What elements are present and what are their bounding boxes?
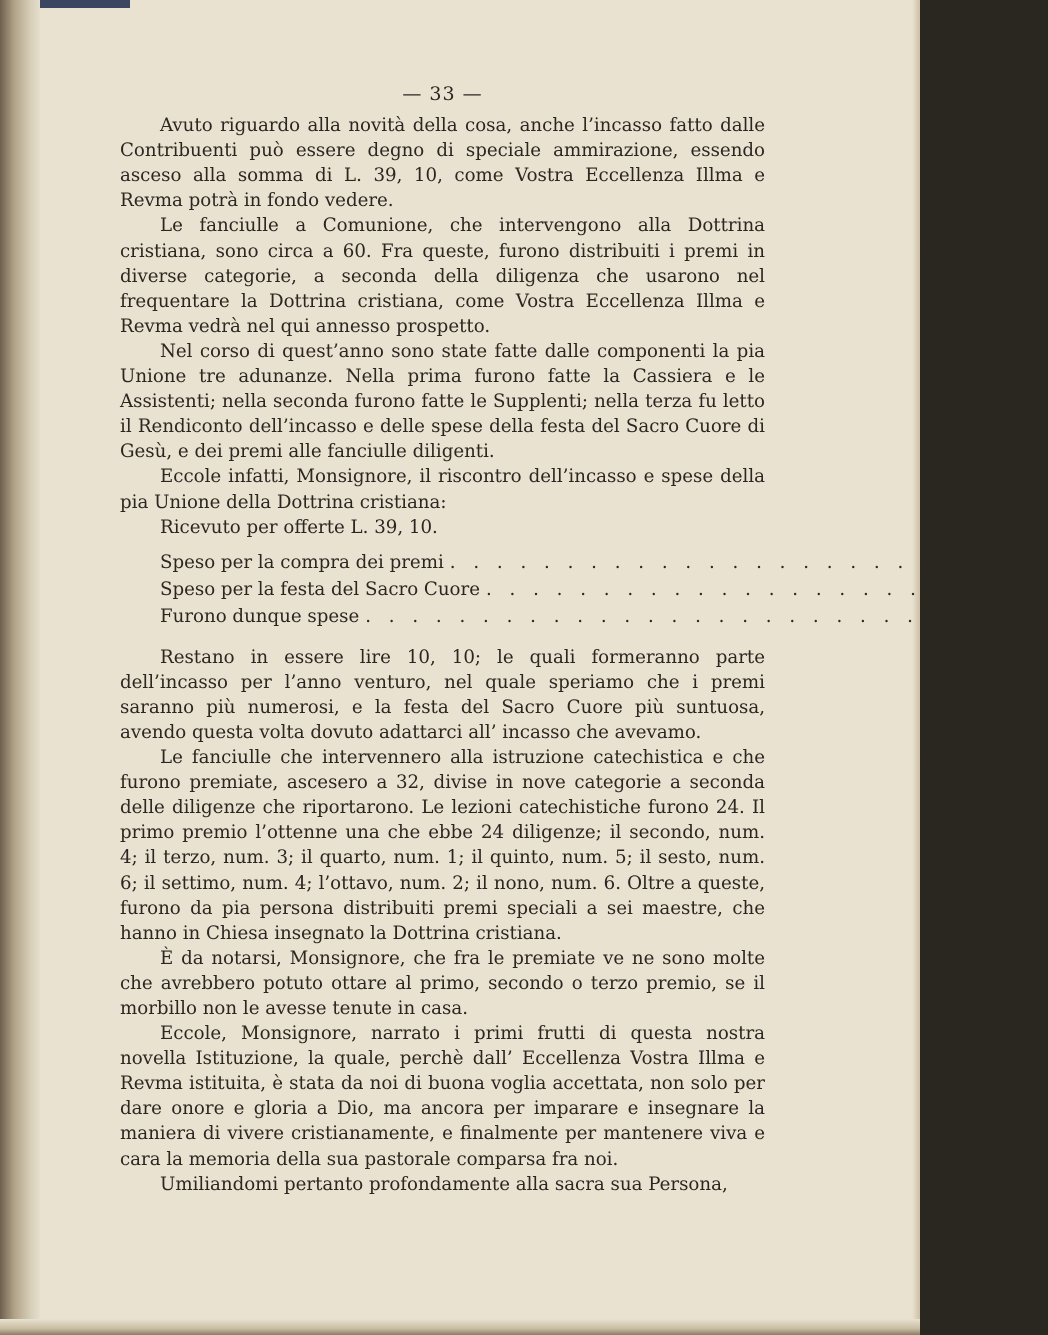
paragraph: Ricevuto per offerte L. 39, 10. xyxy=(160,516,438,538)
dot-leader: . . . . . . . . . . . . . . . . . . . . . xyxy=(485,578,970,600)
ledger-row xyxy=(160,577,1033,604)
page-number: — 33 — xyxy=(402,83,483,105)
expense-ledger xyxy=(120,550,1048,631)
dot-leader: . . . . . . . . . . . . . . . . . . . . . xyxy=(449,551,933,573)
ledger-label: Speso per la compra dei premi xyxy=(160,551,444,573)
paragraph: È da notarsi, Monsignore, che fra le premiate ve ne sono molte che avrebbero potuto ottare al primo, secondo o terzo premio, se il morbillo non le avesse tenute in casa. xyxy=(120,947,765,1019)
paragraph: Nel corso di quest’anno sono state fatte dalle componenti la pia Unione tre adunanze. Nella prima furono fatte la Cassiera e le Assistenti; nella seconda furono fatte le Supplenti; nella terza fu letto il Rendiconto dell’incasso e delle spese della festa del Sacro Cuore di Gesù, e dei premi alle fanciulle diligenti. xyxy=(120,340,765,463)
dot-leader: . . . . . . . . . . . . . . . . . . . . . . . . . . xyxy=(365,605,967,627)
paragraph: Umiliandomi pertanto profondamente alla sacra sua Persona, xyxy=(160,1173,728,1195)
ledger-amount: » 5, 00 xyxy=(969,577,1032,603)
ledger-label: Furono dunque spese xyxy=(160,605,360,627)
paragraph: Le fanciulle che intervennero alla istruzione catechistica e che furono premiate, ascesero a 32, divise in nove categorie a seconda delle diligenze che riportarono. Le lezioni catechistiche furono 24. Il primo premio l’ottenne una che ebbe 24 diligenze; il secondo, num. 4; il terzo, num. 3; il quarto, num. 1; il quinto, num. 5; il sesto, num. 6; il settimo, num. 4; l’ottavo, num. 2; il nono, num. 6. Oltre a queste, furono da pia persona distribuiti premi speciali a sei maestre, che hanno in Chiesa insegnato la Dottrina cristiana. xyxy=(120,747,765,944)
paragraph: Le fanciulle a Comunione, che intervengono alla Dottrina cristiana, sono circa a 60. Fra queste, furono distribuiti i premi in diverse categorie, a seconda della diligenza che usarono nel frequentare la Dottrina cristiana, come Vostra Eccellenza Illma e Revma vedrà nel qui annesso prospetto. xyxy=(120,215,765,337)
book-spine xyxy=(0,0,40,1335)
paragraph: Restano in essere lire 10, 10; le quali formeranno parte dell’incasso per l’anno venturo, nel quale speriamo che i premi saranno più numerosi, e la festa del Sacro Cuore più suntuosa, avendo questa volta dovuto adattarci all’ incasso che avevamo. xyxy=(120,646,765,743)
paragraph: Avuto riguardo alla novità della cosa, anche l’incasso fatto dalle Contribuenti può essere degno di speciale ammirazione, essendo asceso alla somma di L. 39, 10, come Vostra Eccellenza Illma e Revma potrà in fondo vedere. xyxy=(120,115,765,212)
paragraph: Eccole, Monsignore, narrato i primi frutti di questa nostra novella Istituzione, la quale, perchè dall’ Eccellenza Vostra Illma e Revma istituita, è stata da noi di buona voglia accettata, non solo per dare onore e gloria a Dio, ma ancora per imparare e insegnare la maniera di vivere cristianamente, e finalmente per mantenere viva e cara la memoria della sua pastorale comparsa fra noi. xyxy=(120,1023,765,1170)
ledger-row xyxy=(160,550,1015,577)
ledger-label: Speso per la festa del Sacro Cuore xyxy=(160,578,480,600)
paragraph: Eccole infatti, Monsignore, il riscontro dell’incasso e spese della pia Unione della Dottrina cristiana: xyxy=(120,466,765,513)
ledger-amount: L. 24, 00 xyxy=(932,551,1015,573)
ledger-total-row xyxy=(160,604,1048,631)
ledger-total-amount: L. 29, 00 xyxy=(966,604,1048,632)
page-bottom-edge xyxy=(0,1319,920,1335)
page-text-block xyxy=(120,82,1048,1197)
page-right-edge xyxy=(912,0,920,1335)
